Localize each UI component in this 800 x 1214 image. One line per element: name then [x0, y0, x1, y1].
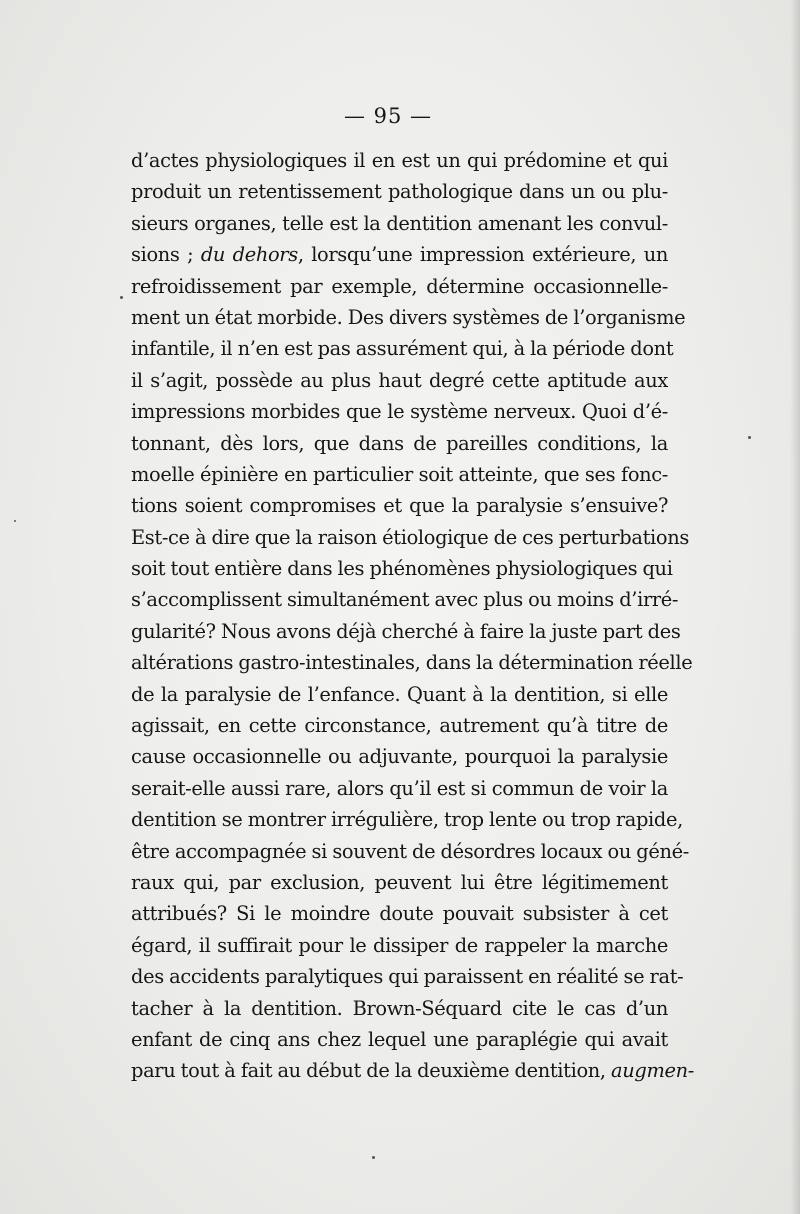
text-line: enfant de cinq ans chez lequel une paraplégie qui avait	[131, 1027, 668, 1051]
text-line: dentition se montrer irrégulière, trop lente ou trop rapide,	[131, 808, 683, 832]
text-line: d’actes physiologiques il en est un qui prédomine et qui	[131, 149, 668, 172]
italic-phrase: augmen-	[611, 1059, 694, 1083]
text-line: il s’agit, possède au plus haut degré cette aptitude aux	[131, 368, 668, 392]
text-line: être accompagnée si souvent de désordres locaux ou géné-	[131, 839, 689, 863]
text-line: infantile, il n’en est pas assurément qui, à la période dont	[131, 337, 674, 361]
italic-phrase: du dehors	[200, 243, 298, 267]
paper-speck	[120, 296, 123, 299]
text-line: s’accomplissent simultanément avec plus ou moins d’irré-	[131, 588, 679, 612]
text-line: raux qui, par exclusion, peuvent lui être légitimement	[131, 870, 668, 894]
text-line: refroidissement par exemple, détermine occasionnelle-	[131, 274, 668, 298]
text-line: égard, il suffirait pour le dissiper de rappeler la marche	[131, 933, 668, 957]
text-line: moelle épinière en particulier soit atteinte, que ses fonc-	[131, 462, 668, 486]
text-line: de la paralysie de l’enfance. Quant à la dentition, si elle	[131, 682, 668, 706]
text-line: serait-elle aussi rare, alors qu’il est si commun de voir la	[131, 776, 668, 800]
text-line: produit un retentissement pathologique dans un ou plu-	[131, 180, 668, 204]
text-line: cause occasionnelle ou adjuvante, pourquoi la paralysie	[131, 745, 668, 769]
page-number: — 95 —	[343, 104, 433, 128]
text-line: sions ; du dehors, lorsqu’une impression extérieure, un	[131, 243, 668, 267]
text-line: sieurs organes, telle est la dentition amenant les convul-	[131, 211, 668, 235]
text-line: impressions morbides que le système nerveux. Quoi d’é-	[131, 400, 668, 424]
body-text	[131, 145, 694, 1087]
text-line: ment un état morbide. Des divers systèmes de l’organisme	[131, 305, 686, 329]
text-line: altérations gastro-intestinales, dans la détermination réelle	[131, 651, 693, 675]
text-line: agissait, en cette circonstance, autrement qu’à titre de	[131, 714, 668, 738]
text-line: des accidents paralytiques qui paraissent en réalité se rat-	[131, 965, 684, 989]
paper-speck	[748, 436, 751, 439]
paper-speck	[372, 1156, 375, 1159]
text-line: tacher à la dentition. Brown-Séquard cite le cas d’un	[131, 996, 668, 1020]
text-line: gularité? Nous avons déjà cherché à faire la juste part des	[131, 619, 681, 643]
text-line: tonnant, dès lors, que dans de pareilles conditions, la	[131, 431, 668, 455]
text-line: soit tout entière dans les phénomènes physiologiques qui	[131, 557, 673, 581]
text-line: tions soient compromises et que la paralysie s’ensuive?	[131, 494, 668, 518]
text-line: Est-ce à dire que la raison étiologique de ces perturbations	[131, 525, 689, 549]
paper-speck	[14, 520, 16, 522]
text-line: attribués? Si le moindre doute pouvait subsister à cet	[131, 902, 668, 926]
page-edge-shadow	[790, 0, 800, 1214]
text-line: paru tout à fait au début de la deuxième dentition, augmen-	[131, 1059, 694, 1083]
